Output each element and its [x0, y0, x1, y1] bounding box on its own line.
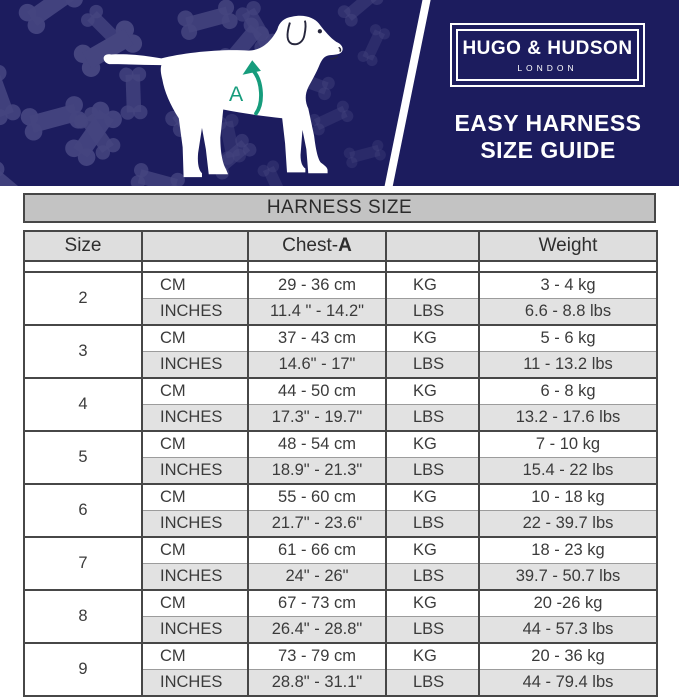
dog-ear [288, 21, 306, 45]
chest-cm-value: 29 - 36 cm [248, 272, 386, 299]
weight-kg-value: 20 -26 kg [479, 590, 657, 617]
weight-lbs-value: 39.7 - 50.7 lbs [479, 564, 657, 591]
weight-lbs-value: 13.2 - 17.6 lbs [479, 405, 657, 432]
chest-inches-value: 28.8" - 31.1" [248, 670, 386, 697]
unit-label-kg: KG [386, 643, 479, 670]
measure-label-a: A [229, 81, 244, 106]
weight-kg-value: 5 - 6 kg [479, 325, 657, 352]
weight-kg-value: 18 - 23 kg [479, 537, 657, 564]
dog-measurement-illustration [95, 10, 365, 182]
tagline-line1: EASY HARNESS [454, 110, 642, 136]
unit-label-kg: KG [386, 537, 479, 564]
unit-label-lbs: LBS [386, 299, 479, 326]
unit-label-cm: CM [142, 537, 248, 564]
header-blank-1 [142, 231, 248, 261]
chest-cm-value: 73 - 79 cm [248, 643, 386, 670]
unit-label-kg: KG [386, 325, 479, 352]
weight-lbs-value: 44 - 79.4 lbs [479, 670, 657, 697]
size-row-metric [24, 378, 657, 405]
size-row-metric [24, 590, 657, 617]
chest-inches-value: 18.9" - 21.3" [248, 458, 386, 485]
header-blank-2 [386, 231, 479, 261]
unit-label-inches: INCHES [142, 299, 248, 326]
chest-cm-value: 61 - 66 cm [248, 537, 386, 564]
unit-label-inches: INCHES [142, 564, 248, 591]
chest-inches-value: 11.4 " - 14.2" [248, 299, 386, 326]
header-weight: Weight [479, 231, 657, 261]
unit-label-lbs: LBS [386, 670, 479, 697]
size-row-metric [24, 643, 657, 670]
dog-silhouette [104, 16, 343, 177]
weight-lbs-value: 44 - 57.3 lbs [479, 617, 657, 644]
table-title: HARNESS SIZE [23, 193, 656, 223]
size-row-metric [24, 537, 657, 564]
unit-label-cm: CM [142, 431, 248, 458]
weight-kg-value: 6 - 8 kg [479, 378, 657, 405]
size-number: 9 [24, 643, 142, 696]
logo-inner-frame [456, 29, 639, 81]
header-chest: Chest-A [248, 231, 386, 261]
chest-inches-value: 26.4" - 28.8" [248, 617, 386, 644]
unit-label-lbs: LBS [386, 617, 479, 644]
weight-kg-value: 10 - 18 kg [479, 484, 657, 511]
logo-brand-name: HUGO & HUDSON [462, 37, 633, 59]
unit-label-lbs: LBS [386, 511, 479, 538]
chest-inches-value: 14.6" - 17" [248, 352, 386, 379]
banner-tagline [442, 110, 654, 164]
unit-label-inches: INCHES [142, 511, 248, 538]
dog-mouth [330, 56, 337, 58]
chest-cm-value: 67 - 73 cm [248, 590, 386, 617]
weight-kg-value: 20 - 36 kg [479, 643, 657, 670]
unit-label-inches: INCHES [142, 352, 248, 379]
size-row-metric [24, 484, 657, 511]
chest-inches-value: 21.7" - 23.6" [248, 511, 386, 538]
table-header-row [24, 231, 657, 261]
unit-label-kg: KG [386, 272, 479, 299]
unit-label-inches: INCHES [142, 617, 248, 644]
size-number: 8 [24, 590, 142, 643]
unit-label-cm: CM [142, 378, 248, 405]
unit-label-kg: KG [386, 431, 479, 458]
size-number: 6 [24, 484, 142, 537]
harness-size-section [23, 193, 656, 697]
unit-label-cm: CM [142, 272, 248, 299]
size-number: 4 [24, 378, 142, 431]
unit-label-cm: CM [142, 643, 248, 670]
unit-label-kg: KG [386, 378, 479, 405]
dog-eye [318, 29, 322, 33]
chest-cm-value: 44 - 50 cm [248, 378, 386, 405]
weight-kg-value: 7 - 10 kg [479, 431, 657, 458]
header-size: Size [24, 231, 142, 261]
unit-label-lbs: LBS [386, 405, 479, 432]
chest-cm-value: 37 - 43 cm [248, 325, 386, 352]
weight-lbs-value: 15.4 - 22 lbs [479, 458, 657, 485]
unit-label-kg: KG [386, 484, 479, 511]
weight-lbs-value: 6.6 - 8.8 lbs [479, 299, 657, 326]
chest-cm-value: 55 - 60 cm [248, 484, 386, 511]
unit-label-lbs: LBS [386, 352, 479, 379]
unit-label-kg: KG [386, 590, 479, 617]
unit-label-inches: INCHES [142, 670, 248, 697]
size-number: 7 [24, 537, 142, 590]
brand-banner [0, 0, 679, 186]
size-number: 2 [24, 272, 142, 325]
unit-label-lbs: LBS [386, 458, 479, 485]
size-row-metric [24, 325, 657, 352]
size-row-metric [24, 272, 657, 299]
chest-inches-value: 24" - 26" [248, 564, 386, 591]
size-number: 5 [24, 431, 142, 484]
tagline-line2: SIZE GUIDE [480, 137, 616, 163]
chest-inches-value: 17.3" - 19.7" [248, 405, 386, 432]
logo-city: LONDON [517, 62, 578, 73]
header-spacer-row [24, 261, 657, 272]
chest-cm-value: 48 - 54 cm [248, 431, 386, 458]
weight-kg-value: 3 - 4 kg [479, 272, 657, 299]
hugo-hudson-logo [450, 23, 645, 87]
weight-lbs-value: 11 - 13.2 lbs [479, 352, 657, 379]
size-row-metric [24, 431, 657, 458]
weight-lbs-value: 22 - 39.7 lbs [479, 511, 657, 538]
harness-size-table [23, 230, 658, 697]
size-number: 3 [24, 325, 142, 378]
unit-label-cm: CM [142, 590, 248, 617]
unit-label-cm: CM [142, 325, 248, 352]
unit-label-lbs: LBS [386, 564, 479, 591]
unit-label-inches: INCHES [142, 458, 248, 485]
unit-label-cm: CM [142, 484, 248, 511]
unit-label-inches: INCHES [142, 405, 248, 432]
